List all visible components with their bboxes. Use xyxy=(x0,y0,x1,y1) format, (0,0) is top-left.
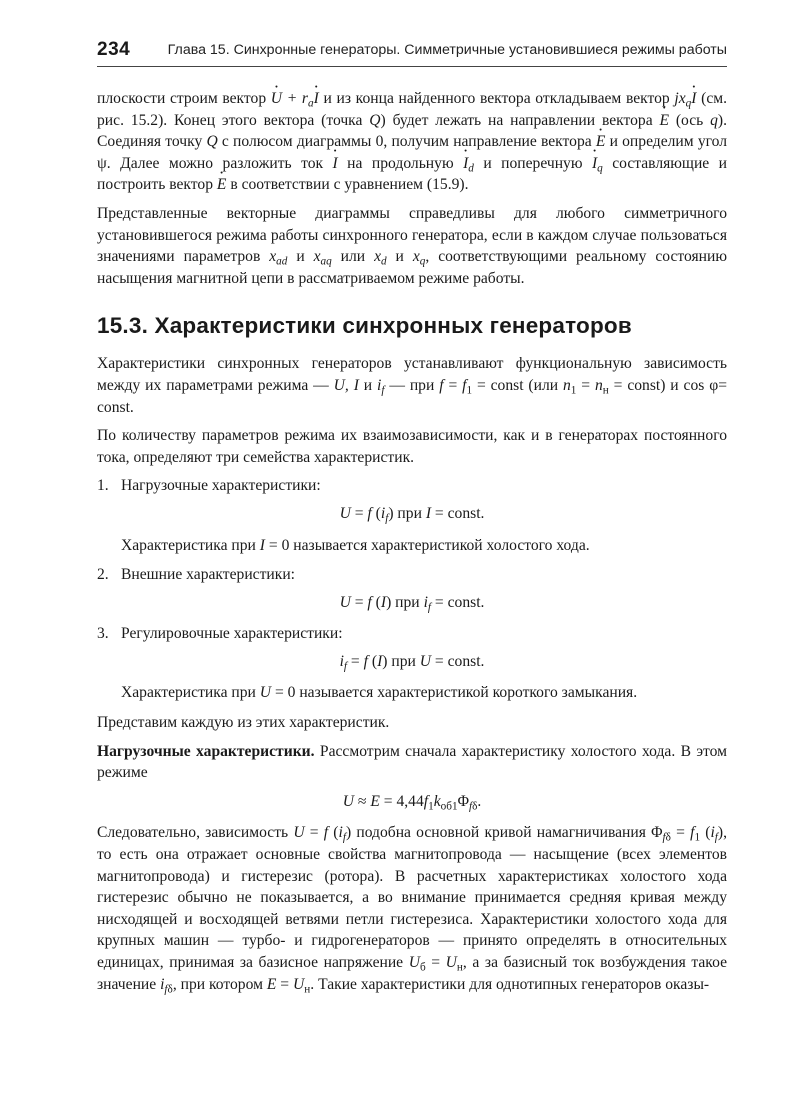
list-item-label: Нагрузочные характеристики: xyxy=(121,477,321,495)
formula-load: U = f $(i_f)$ при I = const. xyxy=(339,504,485,525)
list-item-label: Регулировочные характеристики: xyxy=(121,625,343,643)
list-item-note: Характеристика при I = 0 называется характеристикой холостого хода. xyxy=(121,536,590,554)
paragraph-vector-construction: плоскости строим вектор · $U + r_a\cdot I$ и из конца найденного вектора откладываем вектор $jx_q\cdot I$ (см. рис. 15.2). Конец этого вектора (точка Q) будет лежать на направлении вектора · E (ось q). Соединяя точку Q с полюсом диаграммы 0, получим направление вектора · E и определим угол ψ. Далее можно разложить ток · I на продольную · $I_d$ и поперечную · $I_q$ составляющие и построить вектор · E в соответствии с уравнением (15.9). xyxy=(97,88,727,196)
list-item: 3. Регулировочные характеристики: $i_f = f$ (I) при U = const. Характеристика при U = 0 называется характеристикой короткого замыкания. xyxy=(97,623,727,704)
paragraph-load-characteristics: Нагрузочные характеристики. Рассмотрим сначала характеристику холостого хода. В этом режиме xyxy=(97,742,727,782)
page-body xyxy=(97,88,727,1002)
paragraph-transition: Представим каждую из этих характеристик. xyxy=(97,714,390,732)
list-item-label: Внешние характеристики: xyxy=(121,566,295,584)
formula-external: U = f (I) при $i_f$ = const. xyxy=(339,593,485,614)
paragraph-characteristics-intro: Характеристики синхронных генераторов устанавливают функциональную зависимость между их параметрами режима — U, I и $i_f$ — при $f = f_1$ = const (или $n_1 = n_н$ = const) и cos φ= const. xyxy=(97,355,727,416)
characteristics-list xyxy=(97,475,727,704)
running-head: Глава 15. Синхронные генераторы. Симметричные установившиеся режимы работы xyxy=(167,42,727,58)
section-heading: 15.3. Характеристики синхронных генераторов xyxy=(97,313,632,339)
paragraph-vector-diagrams: Представленные векторные диаграммы справедливы для любого симметричного установившегося режима работы синхронного генератора, если в каждом случае пользоваться значениями параметров $x_{ad}$ и $x_{aq}$ или $x_d$ и $x_q$, соответствующими реальному состоянию насыщения магнитной цепи в рассматриваемом режиме работы. xyxy=(97,204,727,287)
page-number: 234 xyxy=(97,39,131,60)
page-header xyxy=(97,39,727,65)
list-item: 1. Нагрузочные характеристики: U = f $(i_f)$ при I = const. Характеристика при I = 0 называется характеристикой холостого хода. xyxy=(97,475,727,556)
formula-regulating: $i_f = f$ (I) при U = const. xyxy=(339,652,485,673)
paragraph-three-families: По количеству параметров режима их взаимозависимости, как и в генераторах постоянного тока, определяют три семейства характеристик. xyxy=(97,427,727,466)
paragraph-no-load: Следовательно, зависимость U = f $(i_f)$ подобна основной кривой намагничивания $\Phi_{f\delta} = f_1$ $(i_f)$, то есть она отражает основные свойства магнитопровода — насыщение (всех элементов магнитопровода) и гистерезис (ротора). В расчетных характеристиках холостого хода гистерезис обычно не показывается, а во внимание принимается средняя кривая между нисходящей и восходящей ветвями петли гистерезиса. Характеристики холостого хода для крупных машин — турбо- и гидрогенераторов — принято определять в относительных единицах, принимая за базисное напряжение $U_б = U_н$, а за базисный ток возбуждения такое значение $i_{f\delta}$, при котором $E = U_н$. Такие характеристики для однотипных генераторов оказы- xyxy=(97,824,728,995)
list-item: 2. Внешние характеристики: U = f (I) при $i_f$ = const. xyxy=(97,564,727,613)
list-item-note: Характеристика при U = 0 называется характеристикой короткого замыкания. xyxy=(121,684,638,702)
formula-emf: $U \approx E = 4,44f_1k_{об1}\Phi_{f\delta}$. xyxy=(342,792,482,813)
header-rule xyxy=(97,66,727,67)
